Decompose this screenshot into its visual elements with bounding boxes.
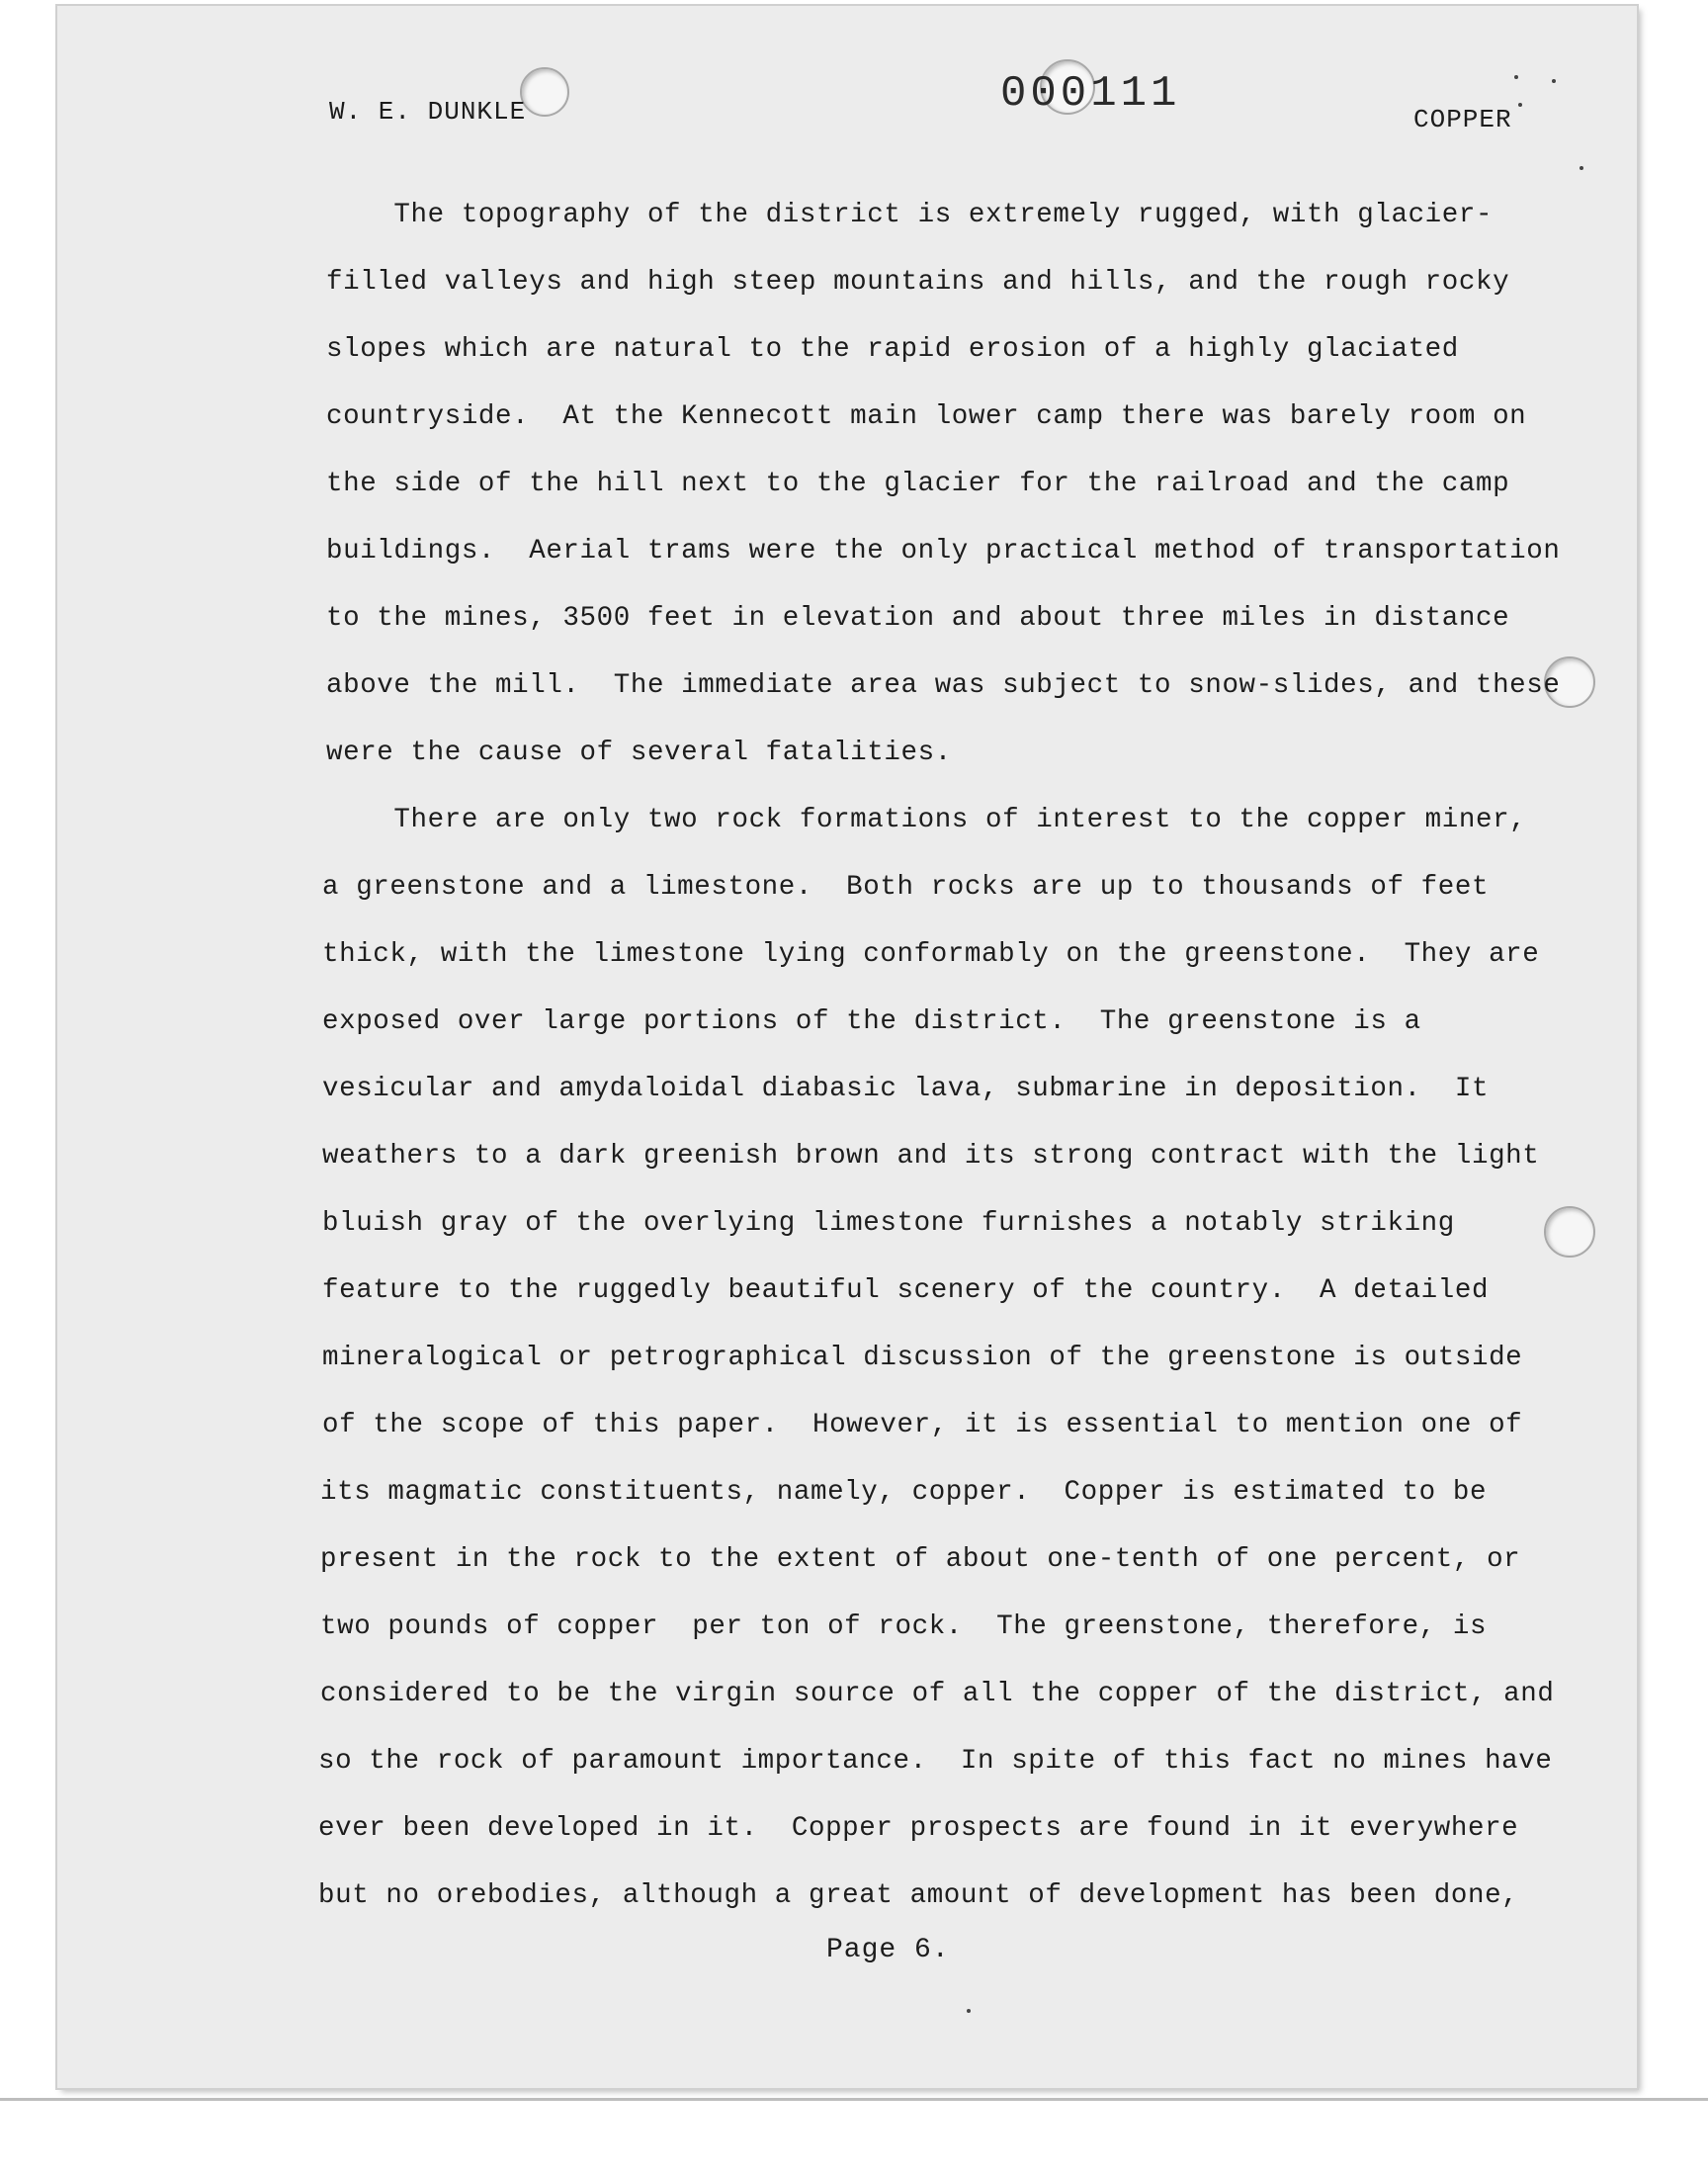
text-line: bluish gray of the overlying limestone furnishes a notably striking: [322, 1208, 1455, 1239]
text-line: present in the rock to the extent of about one-tenth of one percent, or: [320, 1544, 1521, 1575]
document-number: 000111: [1000, 69, 1181, 119]
text-line: to the mines, 3500 feet in elevation and about three miles in distance: [326, 603, 1510, 634]
ink-speck: [967, 2009, 971, 2013]
text-line: The topography of the district is extremely rugged, with glacier-: [326, 200, 1494, 230]
text-line: above the mill. The immediate area was subject to snow-slides, and these: [326, 670, 1561, 701]
punch-hole-lower: [1544, 1206, 1595, 1258]
text-line: were the cause of several fatalities.: [326, 738, 952, 768]
author-name: W. E. DUNKLE: [329, 97, 527, 127]
ink-speck: [1580, 166, 1583, 170]
text-line: ever been developed in it. Copper prospects are found in it everywhere: [318, 1813, 1519, 1844]
text-line: mineralogical or petrographical discussion of the greenstone is outside: [322, 1343, 1523, 1373]
ink-speck: [1518, 103, 1522, 107]
text-line: two pounds of copper per ton of rock. The greenstone, therefore, is: [320, 1611, 1488, 1642]
text-line: thick, with the limestone lying conformably on the greenstone. They are: [322, 939, 1540, 970]
text-line: slopes which are natural to the rapid erosion of a highly glaciated: [326, 334, 1459, 365]
text-line: exposed over large portions of the district. The greenstone is a: [322, 1006, 1421, 1037]
text-line: buildings. Aerial trams were the only practical method of transportation: [326, 536, 1561, 566]
text-line: a greenstone and a limestone. Both rocks are up to thousands of feet: [322, 872, 1490, 903]
text-line: but no orebodies, although a great amount of development has been done,: [318, 1880, 1519, 1911]
text-line: There are only two rock formations of interest to the copper miner,: [326, 805, 1527, 835]
subject-heading: COPPER: [1413, 105, 1512, 134]
text-line: so the rock of paramount importance. In spite of this fact no mines have: [318, 1746, 1553, 1777]
text-line: vesicular and amydaloidal diabasic lava, submarine in deposition. It: [322, 1074, 1490, 1104]
ink-speck: [1514, 75, 1518, 79]
text-line: the side of the hill next to the glacier for the railroad and the camp: [326, 469, 1510, 499]
punch-hole-top: [520, 67, 569, 117]
page-number: Page 6.: [826, 1935, 950, 1965]
text-line: countryside. At the Kennecott main lower camp there was barely room on: [326, 401, 1527, 432]
ink-speck: [1552, 79, 1556, 83]
text-line: of the scope of this paper. However, it is essential to mention one of: [322, 1410, 1523, 1440]
text-line: filled valleys and high steep mountains and hills, and the rough rocky: [326, 267, 1510, 298]
text-line: considered to be the virgin source of all the copper of the district, and: [320, 1679, 1555, 1709]
text-line: its magmatic constituents, namely, copper. Copper is estimated to be: [320, 1477, 1488, 1508]
text-line: feature to the ruggedly beautiful scenery of the country. A detailed: [322, 1275, 1490, 1306]
text-line: weathers to a dark greenish brown and its strong contract with the light: [322, 1141, 1540, 1172]
page-edge-divider: [0, 2098, 1708, 2101]
